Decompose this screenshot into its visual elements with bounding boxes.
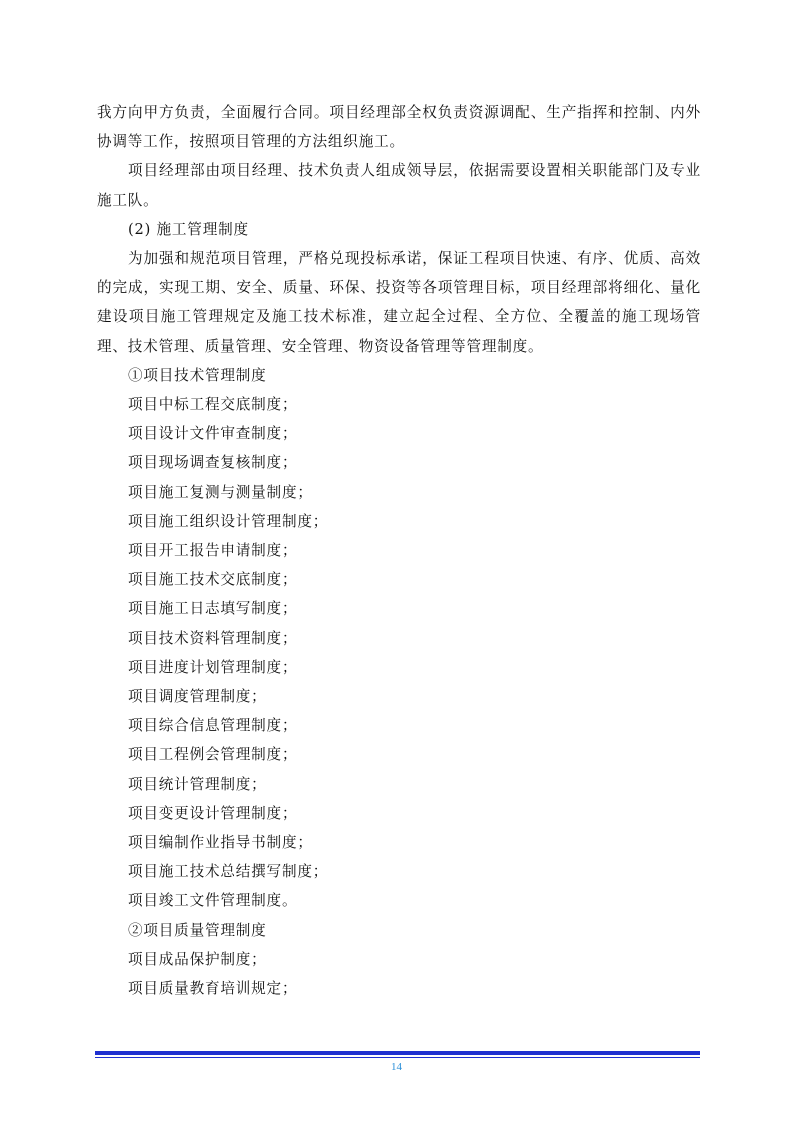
quality-item: 项目成品保护制度； bbox=[128, 950, 267, 968]
tech-management-heading: ①项目技术管理制度 bbox=[128, 366, 267, 384]
quality-item: 项目质量教育培训规定； bbox=[128, 980, 298, 998]
tech-item: 项目施工技术总结撰写制度； bbox=[128, 863, 329, 881]
paragraph-responsibility: 我方向甲方负责，全面履行合同。项目经理部全权负责资源调配、生产指挥和控制、内外协调等工作，按照项目管理的方法组织施工。 bbox=[97, 104, 701, 151]
tech-item: 项目工程例会管理制度； bbox=[128, 746, 298, 764]
tech-item: 项目施工日志填写制度； bbox=[128, 600, 298, 618]
tech-item: 项目开工报告申请制度； bbox=[128, 542, 298, 560]
tech-item: 项目统计管理制度； bbox=[128, 775, 267, 793]
tech-item: 项目编制作业指导书制度； bbox=[128, 834, 313, 852]
footer-rule bbox=[95, 1051, 700, 1055]
paragraph-leadership: 项目经理部由项目经理、技术负责人组成领导层，依据需要设置相关职能部门及专业施工队。 bbox=[97, 162, 701, 209]
tech-item: 项目中标工程交底制度； bbox=[128, 396, 298, 414]
paragraph-intro: 为加强和规范项目管理，严格兑现投标承诺，保证工程项目快速、有序、优质、高效的完成，实现工期、安全、质量、环保、投资等各项管理目标，项目经理部将细化、量化建设项目施工管理规定及施工技术标准，建立起全过程、全方位、全覆盖的施工现场管理、技术管理、质量管理、安全管理、物资设备管理等管理制度。 bbox=[97, 250, 701, 355]
tech-item: 项目设计文件审查制度； bbox=[128, 425, 298, 443]
tech-item: 项目施工组织设计管理制度； bbox=[128, 512, 329, 530]
quality-management-heading: ②项目质量管理制度 bbox=[128, 921, 267, 939]
page-number: 14 bbox=[391, 1061, 402, 1073]
tech-item: 项目综合信息管理制度； bbox=[128, 717, 298, 735]
tech-item: 项目技术资料管理制度； bbox=[128, 629, 298, 647]
tech-item: 项目变更设计管理制度； bbox=[128, 804, 298, 822]
tech-item: 项目竣工文件管理制度。 bbox=[128, 892, 298, 910]
tech-item: 项目进度计划管理制度； bbox=[128, 658, 298, 676]
tech-item: 项目现场调查复核制度； bbox=[128, 454, 298, 472]
tech-item: 项目施工复测与测量制度； bbox=[128, 483, 313, 501]
footer-rule-thin bbox=[95, 1057, 700, 1058]
section-heading: (2) 施工管理制度 bbox=[128, 220, 249, 238]
tech-item: 项目施工技术交底制度； bbox=[128, 571, 298, 589]
document-body bbox=[97, 98, 701, 1003]
tech-item: 项目调度管理制度； bbox=[128, 688, 267, 706]
